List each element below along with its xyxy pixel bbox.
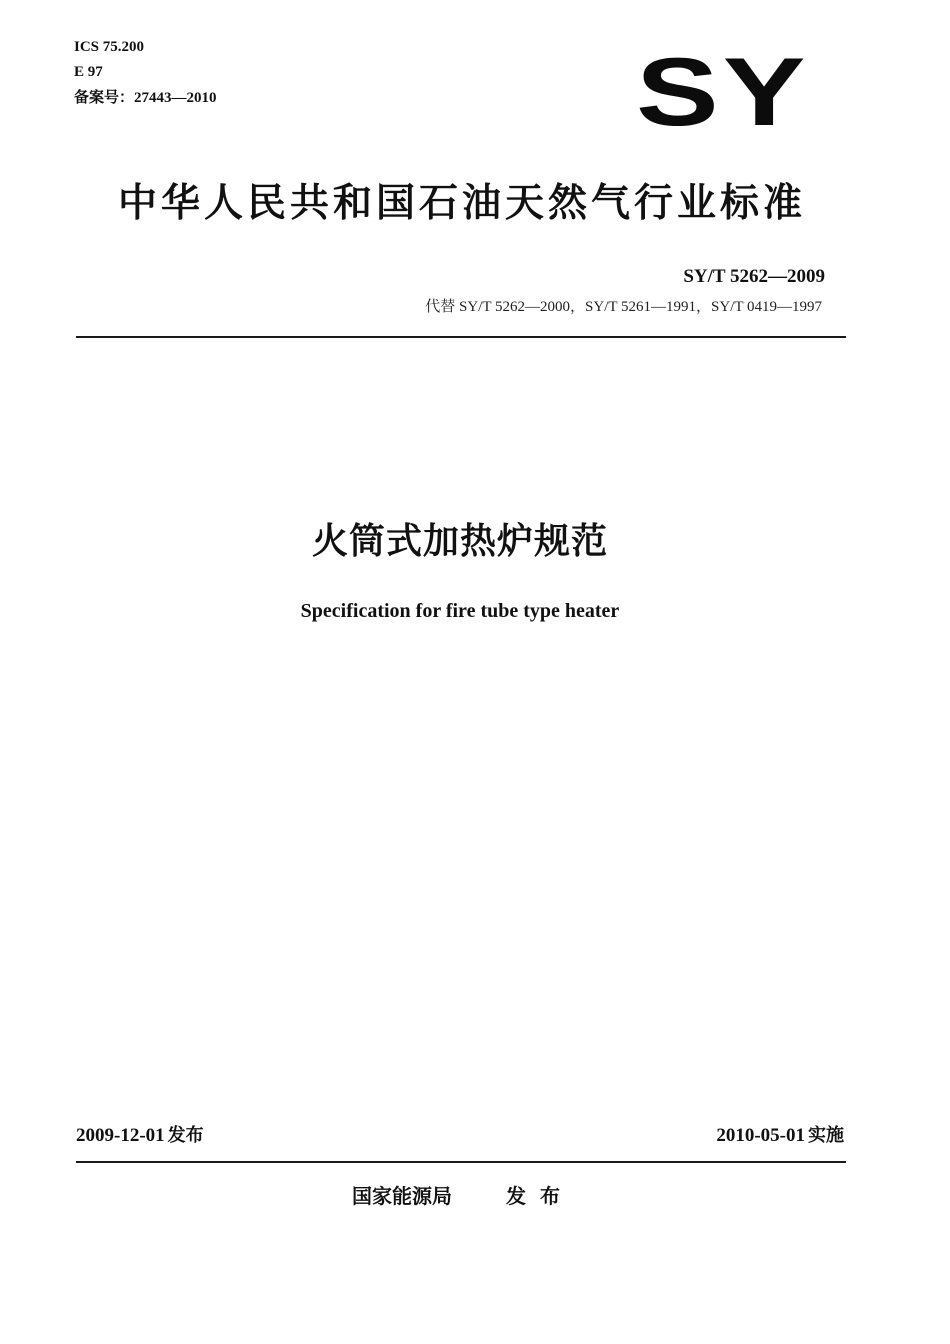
issue-label: 发布: [167, 1125, 204, 1146]
record-number: 备案号：27443—2010: [74, 90, 217, 106]
issue-date-value: 2009-12-01: [76, 1125, 165, 1146]
sy-logo: SY: [636, 38, 810, 147]
publish-word: 发布: [506, 1184, 574, 1208]
document-title-cn: 火筒式加热炉规范: [311, 521, 608, 562]
ics-code: ICS 75.200: [74, 39, 145, 55]
standard-number: SY/T 5262—2009: [683, 266, 825, 287]
replaces-standards: 代替 SY/T 5262—2000，SY/T 5261—1991，SY/T 0419—1997: [425, 299, 822, 315]
classification-code: E 97: [74, 64, 103, 80]
implement-date-value: 2010-05-01: [716, 1125, 805, 1146]
issue-date: [76, 1124, 204, 1148]
standard-title: 中华人民共和国石油天然气行业标准: [118, 181, 807, 226]
footer-divider: [76, 1161, 846, 1163]
implement-date: [716, 1124, 844, 1148]
header-divider: [76, 336, 846, 338]
publisher-name: 国家能源局: [352, 1184, 452, 1208]
implement-label: 实施: [808, 1125, 844, 1146]
document-title-en: Specification for fire tube type heater: [300, 600, 620, 622]
